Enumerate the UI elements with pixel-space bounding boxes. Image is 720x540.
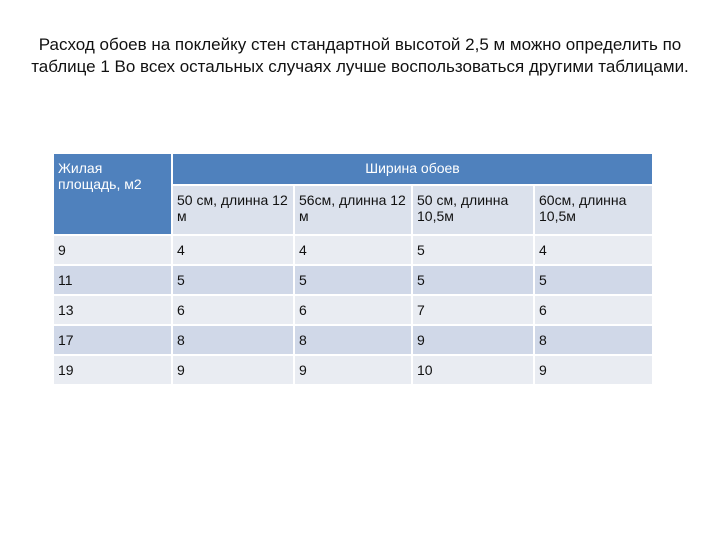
table-cell: 9	[413, 326, 535, 356]
table-cell: 9	[295, 356, 413, 386]
table-row	[54, 326, 654, 356]
wallpaper-consumption-table	[54, 154, 654, 386]
row-label: 9	[54, 236, 173, 266]
column-header: 60см, длинна 10,5м	[535, 186, 654, 236]
table-cell: 8	[173, 326, 295, 356]
table-cell: 8	[535, 326, 654, 356]
table-cell: 9	[535, 356, 654, 386]
table-row	[54, 236, 654, 266]
header-row	[54, 154, 654, 186]
column-header: 50 см, длинна 10,5м	[413, 186, 535, 236]
table-cell: 7	[413, 296, 535, 326]
table-cell: 9	[173, 356, 295, 386]
column-header: 56см, длинна 12 м	[295, 186, 413, 236]
table-cell: 5	[413, 236, 535, 266]
row-label: 13	[54, 296, 173, 326]
column-header: 50 см, длинна 12 м	[173, 186, 295, 236]
row-label: 19	[54, 356, 173, 386]
row-label: 17	[54, 326, 173, 356]
table-cell: 10	[413, 356, 535, 386]
table-cell: 5	[173, 266, 295, 296]
table-cell: 6	[535, 296, 654, 326]
table-row	[54, 266, 654, 296]
table-cell: 4	[535, 236, 654, 266]
table-cell: 6	[295, 296, 413, 326]
table-cell: 5	[295, 266, 413, 296]
row-label: 11	[54, 266, 173, 296]
table-cell: 6	[173, 296, 295, 326]
table-cell: 8	[295, 326, 413, 356]
intro-text: Расход обоев на поклейку стен стандартной высотой 2,5 м можно определить по таблице 1 Во всех остальных случаях лучше воспользоваться другими таблицами.	[31, 35, 689, 76]
group-header: Ширина обоев	[173, 154, 654, 186]
table-cell: 4	[295, 236, 413, 266]
table-row	[54, 296, 654, 326]
table-row	[54, 356, 654, 386]
table-cell: 4	[173, 236, 295, 266]
table-cell: 5	[413, 266, 535, 296]
corner-header: Жилая площадь, м2	[54, 154, 173, 236]
table-cell: 5	[535, 266, 654, 296]
